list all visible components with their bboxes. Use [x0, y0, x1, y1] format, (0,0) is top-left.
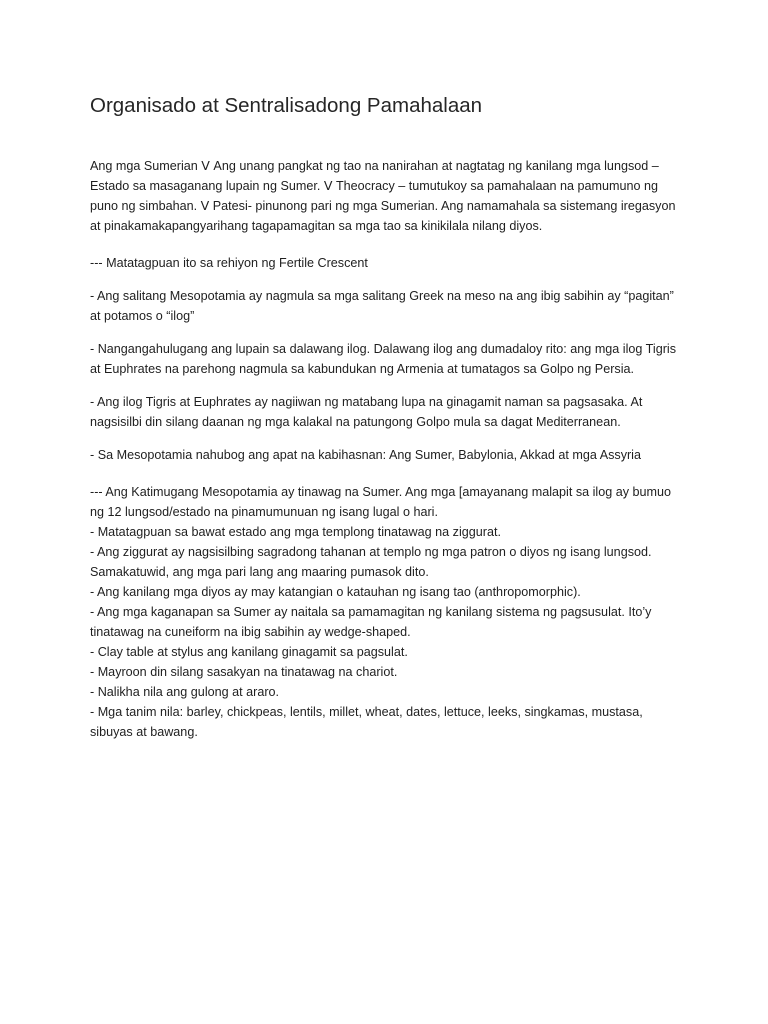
- two-rivers-paragraph: - Nangangahulugang ang lupain sa dalawang ilog. Dalawang ilog ang dumadaloy rito: ang mga ilog Tigris at Euphrates na parehong nagmula sa kabundukan ng Armenia at tumatagos sa Golpo ng Persia.: [90, 342, 677, 376]
- mesopotamia-word-paragraph: - Ang salitang Mesopotamia ay nagmula sa mga salitang Greek na meso na ang ibig sabihin ay “pagitan” at potamos o “ilog”: [90, 289, 674, 323]
- fertile-crescent-paragraph: --- Matatagpuan ito sa rehiyon ng Fertile Crescent: [90, 256, 368, 270]
- list-item: --- Ang Katimugang Mesopotamia ay tinawag na Sumer. Ang mga [amayanang malapit sa ilog ay bumuo ng 12 lungsod/estado na pinamumunuan ng isang lugal o hari.: [90, 485, 672, 519]
- document-title: Organisado at Sentralisadong Pamahalaan: [90, 94, 483, 117]
- document-page: [90, 92, 680, 742]
- list-item: - Clay table at stylus ang kanilang ginagamit sa pagsulat.: [90, 645, 408, 659]
- fertile-land-paragraph: - Ang ilog Tigris at Euphrates ay nagiiwan ng matabang lupa na ginagamit naman sa pagsasaka. At nagsisilbi din silang daanan ng mga kalakal na patungong Golpo mula sa dagat Mediterranean.: [90, 395, 643, 429]
- list-item: - Ang ziggurat ay nagsisilbing sagradong tahanan at templo ng mga patron o diyos ng isang lungsod. Samakatuwid, ang mga pari lang ang maaring pumasok dito.: [90, 545, 652, 579]
- civilizations-paragraph: - Sa Mesopotamia nahubog ang apat na kabihasnan: Ang Sumer, Babylonia, Akkad at mga Assyria: [90, 448, 641, 462]
- list-item: - Mga tanim nila: barley, chickpeas, lentils, millet, wheat, dates, lettuce, leeks, singkamas, mustasa, sibuyas at bawang.: [90, 705, 643, 739]
- intro-paragraph: Ang mga Sumerian ⴸ Ang unang pangkat ng tao na nanirahan at nagtatag ng kanilang mga lungsod – Estado sa masaganang lupain ng Sumer. ⴸ Theocracy – tumutukoy sa pamahalaan na pamumuno ng puno ng simbahan. ⴸ Patesi- pinunong pari ng mga Sumerian. Ang namamahala sa sistemang iregasyon at pinakamakapangyarihang tagapamagitan sa mga tao sa kinikilala nilang diyos.: [90, 159, 676, 233]
- list-item: - Ang mga kaganapan sa Sumer ay naitala sa pamamagitan ng kanilang sistema ng pagsusulat. Ito’y tinatawag na cuneiform na ibig sabihin ay wedge-shaped.: [90, 605, 652, 639]
- list-item: - Mayroon din silang sasakyan na tinatawag na chariot.: [90, 665, 398, 679]
- list-item: - Nalikha nila ang gulong at araro.: [90, 685, 280, 699]
- sumer-list: [90, 482, 680, 742]
- list-item: - Matatagpuan sa bawat estado ang mga templong tinatawag na ziggurat.: [90, 525, 501, 539]
- list-item: - Ang kanilang mga diyos ay may katangian o katauhan ng isang tao (anthropomorphic).: [90, 585, 581, 599]
